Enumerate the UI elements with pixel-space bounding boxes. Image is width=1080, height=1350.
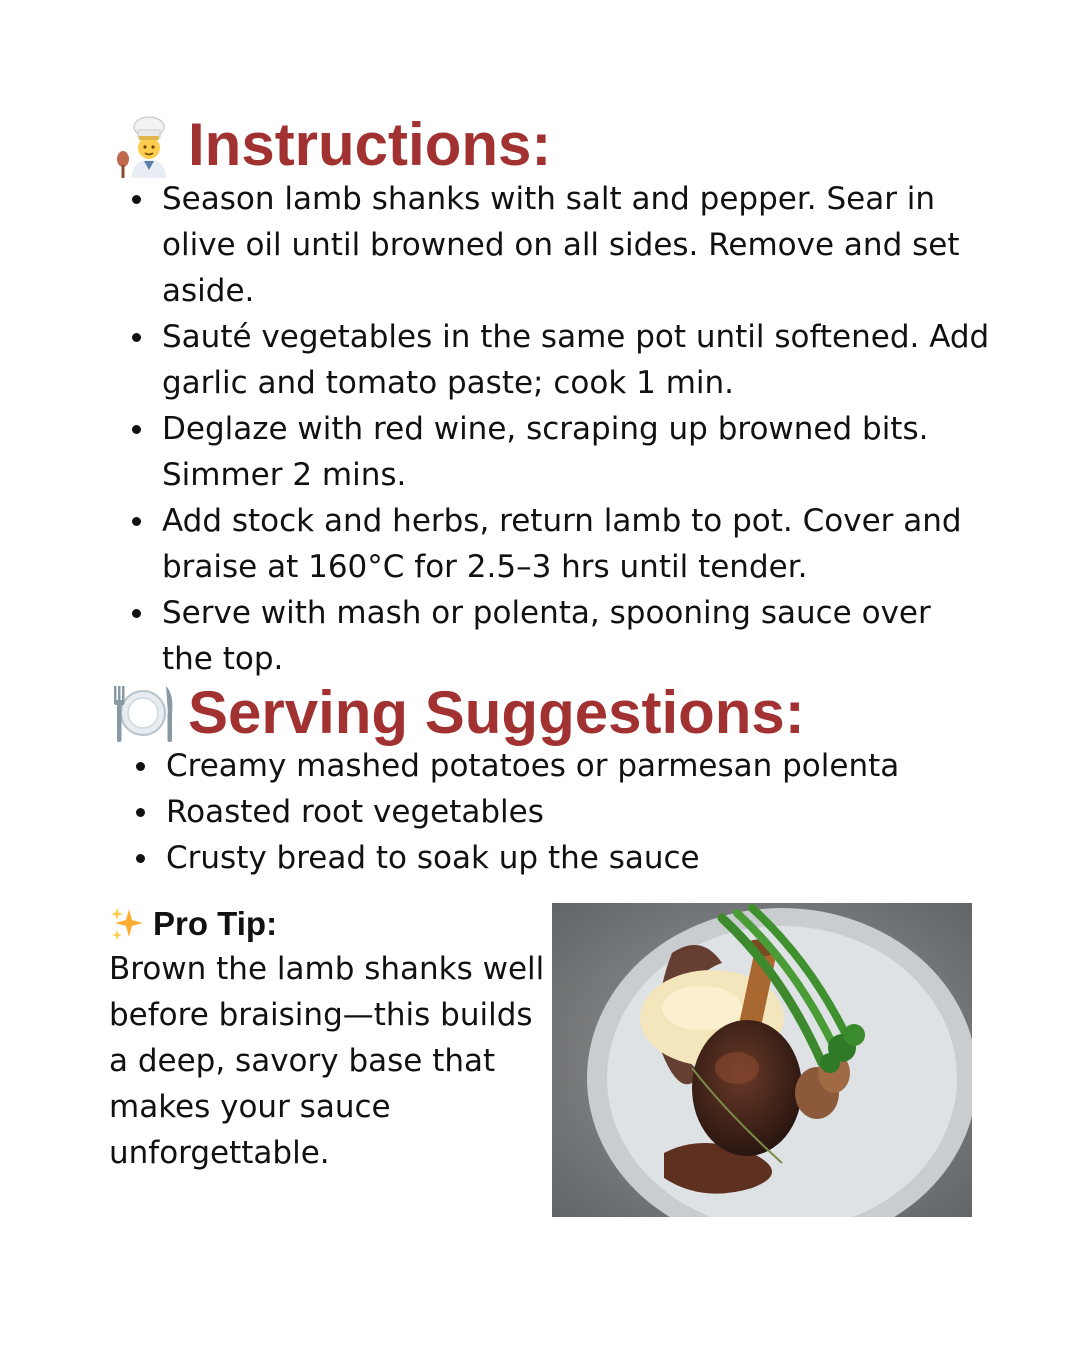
chef-icon bbox=[110, 112, 176, 178]
instructions-list bbox=[110, 176, 990, 682]
lamb-shank-photo bbox=[552, 903, 972, 1217]
serving-heading bbox=[110, 680, 805, 746]
instruction-step: Sauté vegetables in the same pot until softened. Add garlic and tomato paste; cook 1 min. bbox=[110, 314, 990, 406]
serving-item: Creamy mashed potatoes or parmesan polenta bbox=[114, 743, 994, 789]
serving-list bbox=[114, 743, 994, 881]
instruction-step: Season lamb shanks with salt and pepper. Sear in olive oil until browned on all sides. Remove and set aside. bbox=[110, 176, 990, 314]
sparkles-icon bbox=[109, 906, 145, 942]
instructions-heading bbox=[110, 112, 551, 178]
plate-cutlery-icon bbox=[110, 680, 176, 746]
pro-tip-text: Brown the lamb shanks well before braising—this builds a deep, savory base that makes your sauce unforgettable. bbox=[109, 951, 545, 1171]
pro-tip bbox=[109, 902, 549, 1176]
instruction-step: Add stock and herbs, return lamb to pot. Cover and braise at 160°C for 2.5–3 hrs until tender. bbox=[110, 498, 990, 590]
serving-title: Serving Suggestions: bbox=[188, 679, 805, 746]
instructions-title: Instructions: bbox=[188, 111, 552, 178]
serving-item: Crusty bread to soak up the sauce bbox=[114, 835, 994, 881]
pro-tip-title: Pro Tip: bbox=[153, 905, 278, 942]
instruction-step: Deglaze with red wine, scraping up browned bits. Simmer 2 mins. bbox=[110, 406, 990, 498]
pro-tip-heading bbox=[109, 902, 549, 946]
serving-item: Roasted root vegetables bbox=[114, 789, 994, 835]
instruction-step: Serve with mash or polenta, spooning sauce over the top. bbox=[110, 590, 990, 682]
